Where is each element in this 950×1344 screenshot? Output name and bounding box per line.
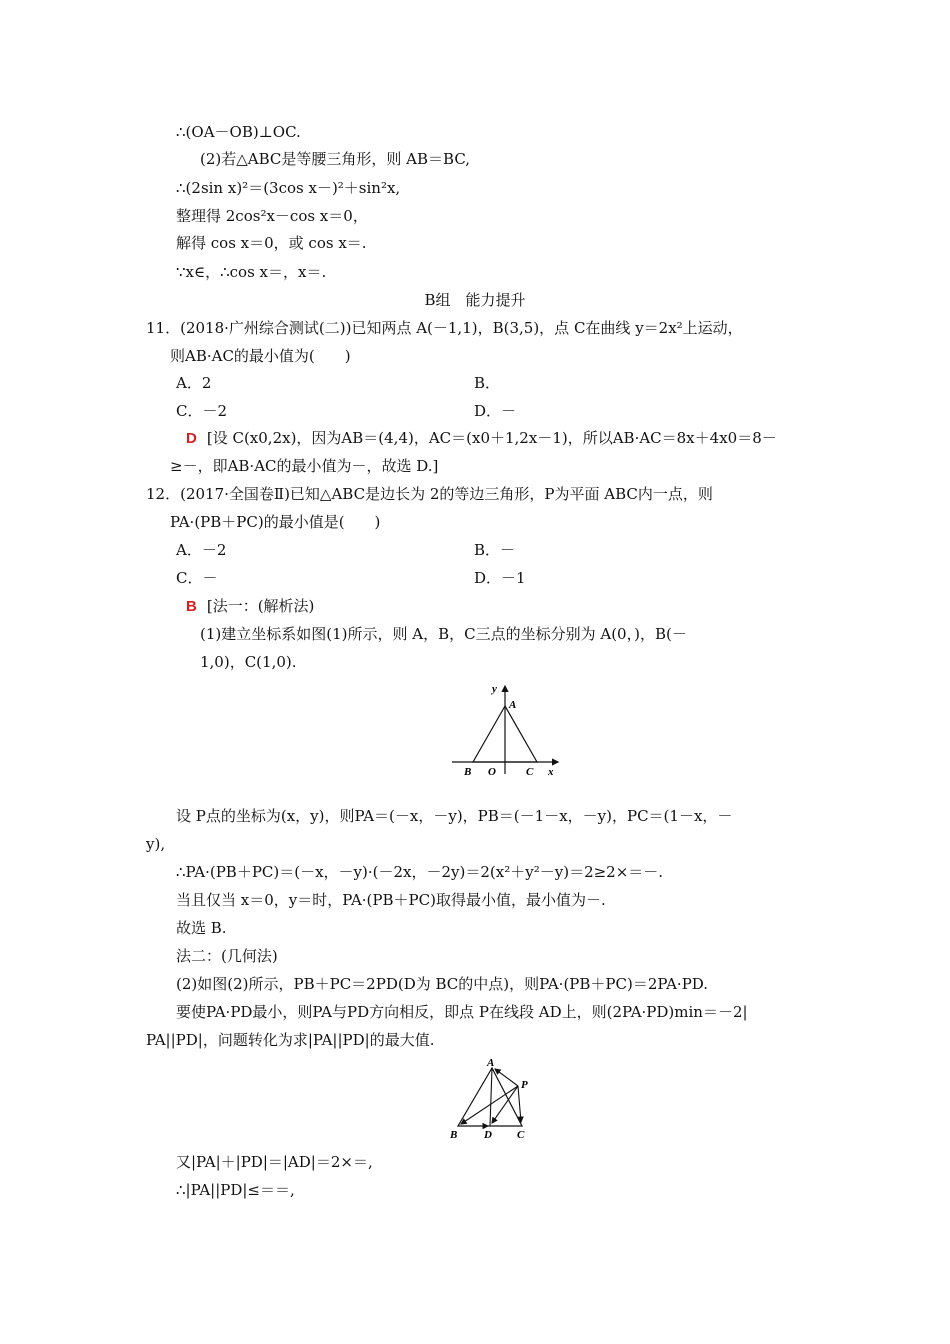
- label-c: C: [526, 766, 534, 778]
- answer-12: [186, 596, 314, 617]
- figure-2: [444, 1056, 544, 1142]
- question-12: 12．(2017·全国卷Ⅱ)已知△ABC是边长为 2的等边三角形，P为平面 ABC内一点，则: [146, 485, 713, 503]
- label-a: A: [487, 1057, 495, 1069]
- vector-pc: [518, 1086, 521, 1122]
- segment-ad: [490, 1068, 492, 1126]
- figure-1: [440, 678, 570, 778]
- text-line: ∴(2sin x)²＝(3cos x－)²＋sin²x,: [176, 179, 401, 197]
- text-line: 当且仅当 x＝0，y＝时，PA·(PB＋PC)取得最小值，最小值为－.: [176, 891, 606, 909]
- answer-text: [法一：(解析法): [206, 597, 315, 615]
- text-line: ∴|PA||PD|≤＝＝,: [176, 1181, 295, 1199]
- vector-pa: [495, 1069, 518, 1086]
- option-d: D．－: [474, 402, 517, 420]
- label-o: O: [488, 766, 496, 778]
- text-line: 要使PA·PD最小，则PA与PD方向相反，即点 P在线段 AD上，则(2PA·PD)min＝－2|: [176, 1003, 748, 1021]
- option-c: C．－: [176, 569, 218, 587]
- option-c: C．－2: [176, 402, 228, 420]
- question-11-cont: 则AB·AC的最小值为( ): [170, 347, 351, 365]
- text-line: ∴PA·(PB＋PC)＝(－x，－y)·(－2x，－2y)＝2(x²＋y²－y)＝2≥2×＝－.: [176, 863, 664, 881]
- text-line: ∵x∈，∴cos x＝，x＝.: [176, 263, 327, 281]
- text-line: 解得 cos x＝0，或 cos x＝.: [176, 234, 367, 252]
- question-12-cont: PA·(PB＋PC)的最小值是( ): [170, 513, 381, 531]
- vector-pd: [492, 1086, 518, 1123]
- text-line: (2)如图(2)所示，PB＋PC＝2PD(D为 BC的中点)，则PA·(PB＋PC)＝2PA·PD.: [176, 975, 709, 993]
- option-a: A．－2: [176, 541, 227, 559]
- vector-pb: [461, 1086, 518, 1124]
- label-a: A: [509, 699, 517, 711]
- label-d: D: [484, 1129, 492, 1141]
- text-line: (2)若△ABC是等腰三角形，则 AB＝BC,: [200, 150, 471, 168]
- label-b: B: [464, 766, 472, 778]
- text-line: y),: [146, 835, 166, 853]
- option-a: A．2: [176, 374, 212, 392]
- text-line: 法二：(几何法): [176, 947, 278, 965]
- text-line: (1)建立坐标系如图(1)所示，则 A，B，C三点的坐标分别为 A(0，)，B(－: [200, 625, 687, 643]
- answer-text: [设 C(x0,2x)，因为AB＝(4,4)，AC＝(x0＋1,2x－1)，所以AB·AC＝8x＋4x0＝8－: [206, 429, 777, 447]
- text-line: 故选 B.: [176, 919, 227, 937]
- answer-11: [186, 428, 777, 449]
- label-c: C: [517, 1129, 525, 1141]
- text-line: 整理得 2cos²x－cos x＝0，: [176, 207, 368, 225]
- text-line: PA||PD|，问题转化为求|PA||PD|的最大值.: [146, 1031, 435, 1049]
- label-p: P: [521, 1079, 528, 1091]
- text-line: 又|PA|＋|PD|＝|AD|＝2×＝,: [176, 1153, 373, 1171]
- option-b: B．: [474, 374, 501, 392]
- text-line: 设 P点的坐标为(x，y)，则PA＝(－x，－y)，PB＝(－1－x，－y)，PC＝(1－x，－: [176, 807, 733, 825]
- section-heading: B组 能力提升: [424, 291, 526, 309]
- label-b: B: [450, 1129, 458, 1141]
- answer-11-cont: ≥－，即AB·AC的最小值为－，故选 D.]: [170, 457, 439, 475]
- question-11: 11．(2018·广州综合测试(二))已知两点 A(－1,1)，B(3,5)，点 C在曲线 y＝2x²上运动，: [146, 319, 743, 337]
- option-d: D．－1: [474, 569, 526, 587]
- label-x: x: [548, 766, 554, 778]
- text-line: 1,0)，C(1,0).: [200, 653, 297, 671]
- label-y: y: [492, 683, 497, 695]
- option-b: B．－: [474, 541, 516, 559]
- answer-letter: B: [186, 598, 197, 615]
- answer-letter: D: [186, 430, 197, 447]
- text-line: ∴(OA－OB)⊥OC.: [176, 123, 301, 141]
